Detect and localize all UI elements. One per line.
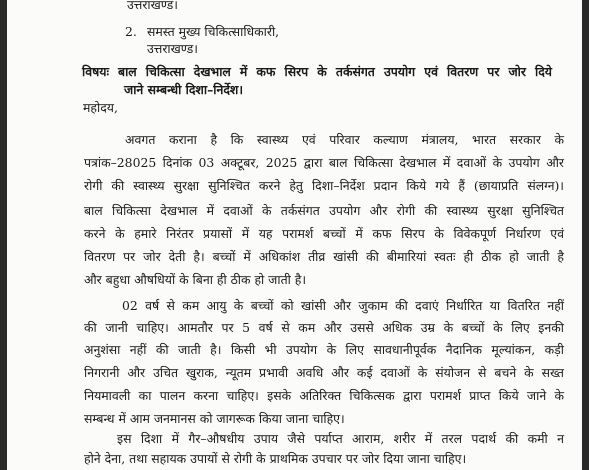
salutation: महोदय, — [83, 100, 118, 115]
paragraph-1-line: वितरण पर जोर देती है। बच्चों में अधिकांश तीव्र खांसी की बीमारियां स्वतः ही ठीक हो जाती है — [84, 249, 564, 264]
address-2-line-2: उत्तराखण्ड। — [147, 41, 198, 56]
paragraph-2-line: निगरानी और उचित खुराक, न्यूतम प्रभावी अवधि और कई दवाओं के संयोजन से बचने के सख्त — [84, 365, 564, 380]
paragraph-2-line: सम्बन्ध में आम जनमानस को जागरूक किया जाना चाहिए। — [84, 411, 345, 426]
paragraph-2-line: नियमावली का पालन करना चाहिए। इसके अतिरिक्त चिकित्सक द्वारा परामर्श प्राप्त किये जाने के — [84, 388, 564, 403]
letter-page — [7, 0, 582, 470]
paragraph-1-line: पत्रांक–28025 दिनांक 03 अक्टूबर, 2025 द्वारा बाल चिकित्सा देखभाल में दवाओं के उपयोग और — [84, 155, 564, 170]
paragraph-2-line: की जानी चाहिए। आमतौर पर 5 वर्ष से कम और उससे अधिक उम्र के बच्चों के लिए इनकी — [84, 320, 564, 335]
subject-line-1: विषयः बाल चिकित्सा देखभाल में कफ सिरप के तर्कसंगत उपयोग एवं वितरण पर जोर दिये — [82, 64, 552, 79]
address-1-state: उत्तराखण्ड। — [127, 0, 178, 12]
subject-line-2: जाने सम्बन्धी दिशा–निर्देश। — [124, 82, 244, 97]
address-2-number: 2. — [125, 24, 137, 39]
paragraph-1-line: बाल चिकित्सा देखभाल में दवाओं के तर्कसंगत उपयोग और रोगी की स्वास्थ्य सुरक्षा सुनिश्चित — [84, 203, 564, 218]
paragraph-1-line: रोगी की स्वास्थ्य सुरक्षा सुनिश्चित करने हेतु दिशा–निर्देश प्रदान किये गये हैं (छायाप्रति संलग्न)। — [84, 178, 564, 193]
paragraph-1-line: और बहुधा औषधियों के बिना ही ठीक हो जाती है। — [84, 272, 307, 287]
paragraph-1-line: करने के हमारे निरंतर प्रयासों में यह परामर्श बच्चों में कफ सिरप के विवेकपूर्ण निर्धारण एवं — [84, 226, 564, 241]
paragraph-2-line: अनुशंसा नहीं की जाती है। किसी भी उपयोग के लिए सावधानीपूर्वक नैदानिक मूल्यांकन, कड़ी — [84, 342, 564, 357]
paragraph-1-line: अवगत कराना है कि स्वास्थ्य एवं परिवार कल्याण मंत्रालय, भारत सरकार के — [125, 132, 564, 147]
paragraph-3-line: होने देना, तथा सहायक उपायों से रोगी के प्राथमिक उपचार पर जोर दिया जाना चाहिए। — [84, 451, 467, 466]
paragraph-3-line: इस दिशा में गैर–औषधीय उपाय जैसे पर्याप्त आराम, शरीर में तरल पदार्थ की कमी न — [117, 431, 564, 446]
paragraph-2-line: 02 वर्ष से कम आयु के बच्चों को खांसी और जुकाम की दवाएं निर्धारित या वितरित नहीं — [122, 298, 564, 313]
address-2-line-1: समस्त मुख्य चिकित्साधिकारी, — [147, 24, 280, 39]
